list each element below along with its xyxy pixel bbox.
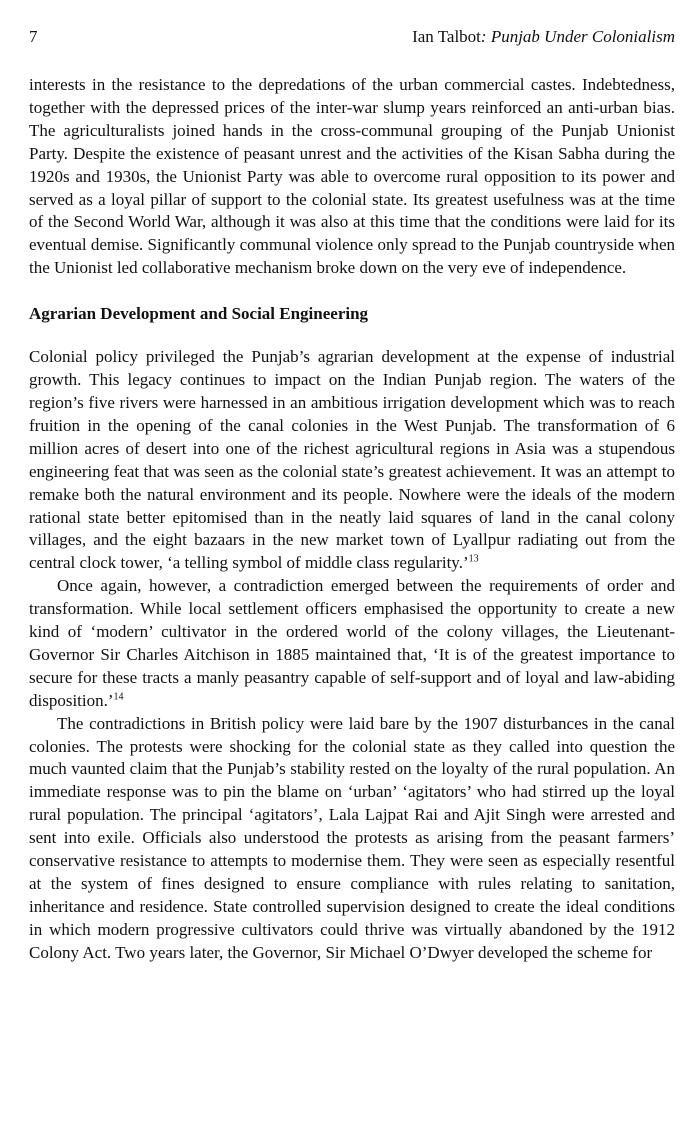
section-heading: Agrarian Development and Social Engineering (29, 304, 369, 324)
running-title (412, 26, 675, 48)
paragraph-canal-colonies (29, 346, 675, 575)
paragraph-continued: interests in the resistance to the depredations of the urban commercial castes. Indebtedness, together with the depressed prices of the inter-war slump years reinforced an anti-urban bias. The agriculturalists joined hands in the cross-communal grouping of the Punjab Unionist Party. Despite the existence of peasant unrest and the activities of the Kisan Sabha during the 1920s and 1930s, the Unionist Party was able to overcome rural opposition to its power and served as a loyal pillar of support to the colonial state. Its greatest usefulness was at the time of the Second World War, although it was also at this time that the conditions were laid for its eventual demise. Significantly communal violence only spread to the Punjab countryside when the Unionist led collaborative mechanism broke down on the very eve of independence. (29, 75, 675, 278)
title-separator: : (480, 27, 491, 46)
paragraph-disturbances: The contradictions in British policy were laid bare by the 1907 disturbances in the canal colonies. The protests were shocking for the colonial state as they called into question the much vaunted claim that the Punjab’s stability rested on the loyalty of the rural population. An immediate response was to pin the blame on ‘urban’ ‘agitators’ who had stirred up the loyal rural population. The principal ‘agitators’, Lala Lajpat Rai and Ajit Singh were arrested and sent into exile. Officials also understood the protests as arising from the peasant farmers’ conservative resistance to attempts to modernise them. They were seen as especially resentful at the system of fines designed to ensure compliance with rules relating to sanitation, inheritance and residence. State controlled supervision designed to create the ideal conditions in which modern progressive cultivators could thrive was virtually abandoned by the 1912 Colony Act. Two years later, the Governor, Sir Michael O’Dwyer developed the scheme for (29, 713, 675, 962)
paragraph-text: Once again, however, a contradiction emerged between the requirements of order and transformation. While local settlement officers emphasised the opportunity to create a new kind of ‘modern’ cultivator in the ordered world of the colony villages, the Lieutenant- Governor Sir Charles Aitchison in 1885 maintained that, ‘It is of the greatest importance to secure for these tracts a manly peasantry capable of self-support and of loyal and law-abiding disposition.’ (29, 576, 675, 710)
footnote-ref-14: 14 (113, 691, 124, 703)
running-header (29, 26, 675, 48)
footnote-ref-13: 13 (468, 553, 479, 565)
author-name: Ian Talbot (412, 27, 481, 46)
book-title: Punjab Under Colonialism (490, 27, 675, 46)
paragraph-text: Colonial policy privileged the Punjab’s agrarian development at the expense of industrial growth. This legacy continues to impact on the Indian Punjab region. The waters of the region’s five rivers were harnessed in an ambitious irrigation development which was to reach fruition in the opening of the canal colonies in the West Punjab. The transformation of 6 million acres of desert into one of the richest agricultural regions in Asia was a stupendous engineering feat that was seen as the colonial state’s greatest achievement. It was an attempt to remake both the natural environment and its people. Nowhere were the ideals of the modern rational state better epitomised than in the neatly laid squares of land in the canal colony villages, and the eight bazaars in the new market town of Lyallpur radiating out from the central clock tower, ‘a telling symbol of middle class regularity.’ (29, 347, 675, 573)
book-page (29, 26, 675, 965)
paragraph-contradiction (29, 575, 675, 712)
page-number: 7 (29, 27, 38, 46)
